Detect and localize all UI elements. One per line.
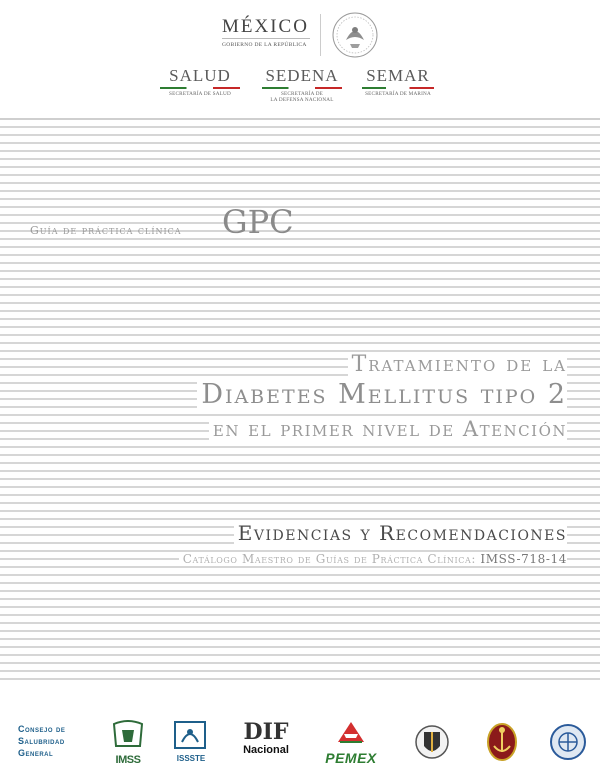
government-label: GOBIERNO DE LA REPÚBLICA (222, 42, 307, 48)
agency-name: SALUD (169, 66, 231, 85)
header-separator (320, 14, 321, 56)
tricolor-rule (262, 87, 342, 89)
tricolor-rule (362, 87, 434, 89)
divider (222, 38, 310, 39)
agency-name: SEDENA (265, 66, 339, 85)
dif-nacional-text: Nacional (243, 744, 289, 756)
issste-emblem-icon (172, 720, 208, 750)
guide-acronym: GPC (222, 203, 294, 241)
dif-logo (238, 720, 294, 764)
issste-text: ISSSTE (176, 754, 206, 763)
national-seal-icon (330, 10, 380, 60)
semar-anchor-icon (484, 718, 520, 764)
title-line-2: Diabetes Mellitus tipo 2 (197, 379, 567, 410)
guide-label: Guía de práctica clínica (30, 224, 182, 237)
agency-subtitle: LA DEFENSA NACIONAL (270, 97, 334, 103)
salud-crest-icon (548, 718, 588, 764)
catalog-reference (179, 552, 567, 566)
consejo-line: Consejo de (18, 724, 66, 734)
agency-semar (362, 66, 434, 97)
section-heading: Evidencias y Recomendaciones (234, 521, 567, 545)
dif-text: DIF (243, 719, 289, 745)
agency-sedena (262, 66, 342, 103)
agency-subtitle: SECRETARÍA DE SALUD (169, 91, 231, 97)
imss-text: IMSS (115, 754, 141, 766)
imss-logo (108, 720, 148, 764)
title-line-3: en el primer nivel de Atención (209, 417, 567, 441)
semar-emblem (484, 718, 520, 764)
agency-salud (160, 66, 240, 97)
catalog-code: IMSS-718-14 (480, 552, 567, 566)
title-line-1: Tratamiento de la (348, 352, 567, 377)
issste-logo (172, 720, 210, 764)
consejo-line: Salubridad (18, 736, 65, 746)
pemex-logo (318, 720, 384, 764)
catalog-label: Catálogo Maestro de Guías de Práctica Clínica: (182, 552, 476, 566)
pemex-eagle-icon (318, 720, 384, 746)
agency-name: SEMAR (366, 66, 430, 85)
tricolor-rule (160, 87, 240, 89)
pemex-text: PEMEX (325, 750, 377, 766)
consejo-line: General (18, 748, 54, 758)
consejo-logo (18, 723, 65, 759)
salud-emblem (548, 718, 588, 764)
imss-emblem-icon (108, 720, 148, 750)
agency-subtitle: SECRETARÍA DE MARINA (365, 91, 431, 97)
mexico-wordmark: MÉXICO (222, 16, 309, 37)
sedena-emblem (414, 722, 450, 762)
sedena-shield-icon (414, 722, 450, 762)
agency-subtitle: SECRETARÍA DE (280, 91, 324, 97)
